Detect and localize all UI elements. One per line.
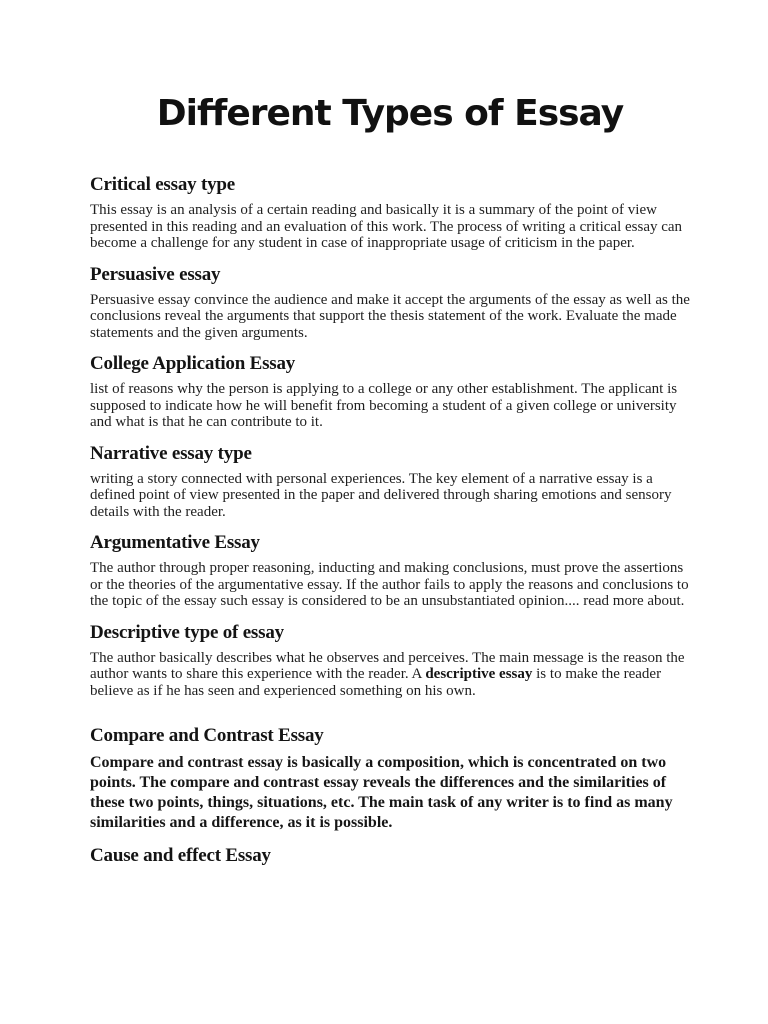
descriptive-body-bold-term: descriptive essay (425, 666, 533, 682)
section-heading-critical-essay: Critical essay type (90, 174, 235, 195)
section-cause-effect-essay (90, 845, 690, 867)
section-narrative-essay (90, 443, 690, 521)
document-title: Different Types of Essay (156, 93, 624, 134)
section-compare-contrast-essay (90, 725, 690, 833)
section-college-application-essay (90, 353, 690, 431)
section-body-argumentative-essay: The author through proper reasoning, inducting and making conclusions, must prove the assertions or the theories of the argumentative essay. If the author fails to apply the reasons and conclusions to the topic of the essay such essay is considered to be an unsubstantiated opinion.... read more about. (90, 560, 689, 609)
section-heading-narrative-essay: Narrative essay type (90, 442, 252, 464)
section-critical-essay (90, 174, 690, 252)
section-body-critical-essay: This essay is an analysis of a certain reading and basically it is a summary of the point of view presented in this reading and an evaluation of this work. The process of writing a critical essay can become a challenge for any student in case of inappropriate usage of criticism in the paper. (90, 202, 683, 251)
section-body-persuasive-essay: Persuasive essay convince the audience and make it accept the arguments of the essay as well as the conclusions reveal the arguments that support the thesis statement of the work. Evaluate the made statements and the given arguments. (90, 291, 690, 341)
section-heading-persuasive-essay: Persuasive essay (90, 263, 221, 285)
section-body-descriptive-essay (90, 650, 690, 700)
section-heading-cause-effect-essay: Cause and effect Essay (90, 845, 271, 866)
section-heading-descriptive-essay: Descriptive type of essay (90, 621, 284, 643)
section-argumentative-essay (90, 532, 690, 610)
section-body-college-application-essay: list of reasons why the person is applying to a college or any other establishment. The applicant is supposed to indicate how he will benefit from becoming a student of a given college or university and what is that he can contribute to it. (90, 381, 678, 430)
section-heading-college-application-essay: College Application Essay (90, 353, 296, 374)
section-heading-compare-contrast-essay: Compare and Contrast Essay (90, 725, 324, 746)
section-body-narrative-essay: writing a story connected with personal experiences. The key element of a narrative essay is a defined point of view presented in the paper and delivered through sharing emotions and sensory details with the reader. (90, 470, 672, 520)
section-body-compare-contrast-essay: Compare and contrast essay is basically a composition, which is concentrated on two points. The compare and contrast essay reveals the differences and the similarities of these two points, things, situations, etc. The main task of any writer is to find as many similarities and a difference, as it is possible. (90, 754, 673, 831)
section-heading-argumentative-essay: Argumentative Essay (90, 532, 260, 553)
section-descriptive-essay (90, 622, 690, 700)
descriptive-body-prefix: The author basically describes what he observes and perceives. The main message is the reason the author wants to share this experience with the reader. A (90, 649, 685, 682)
descriptive-body-suffix: is to make the reader believe as if he has seen and experienced something on his own. (90, 666, 662, 699)
section-persuasive-essay (90, 264, 690, 342)
